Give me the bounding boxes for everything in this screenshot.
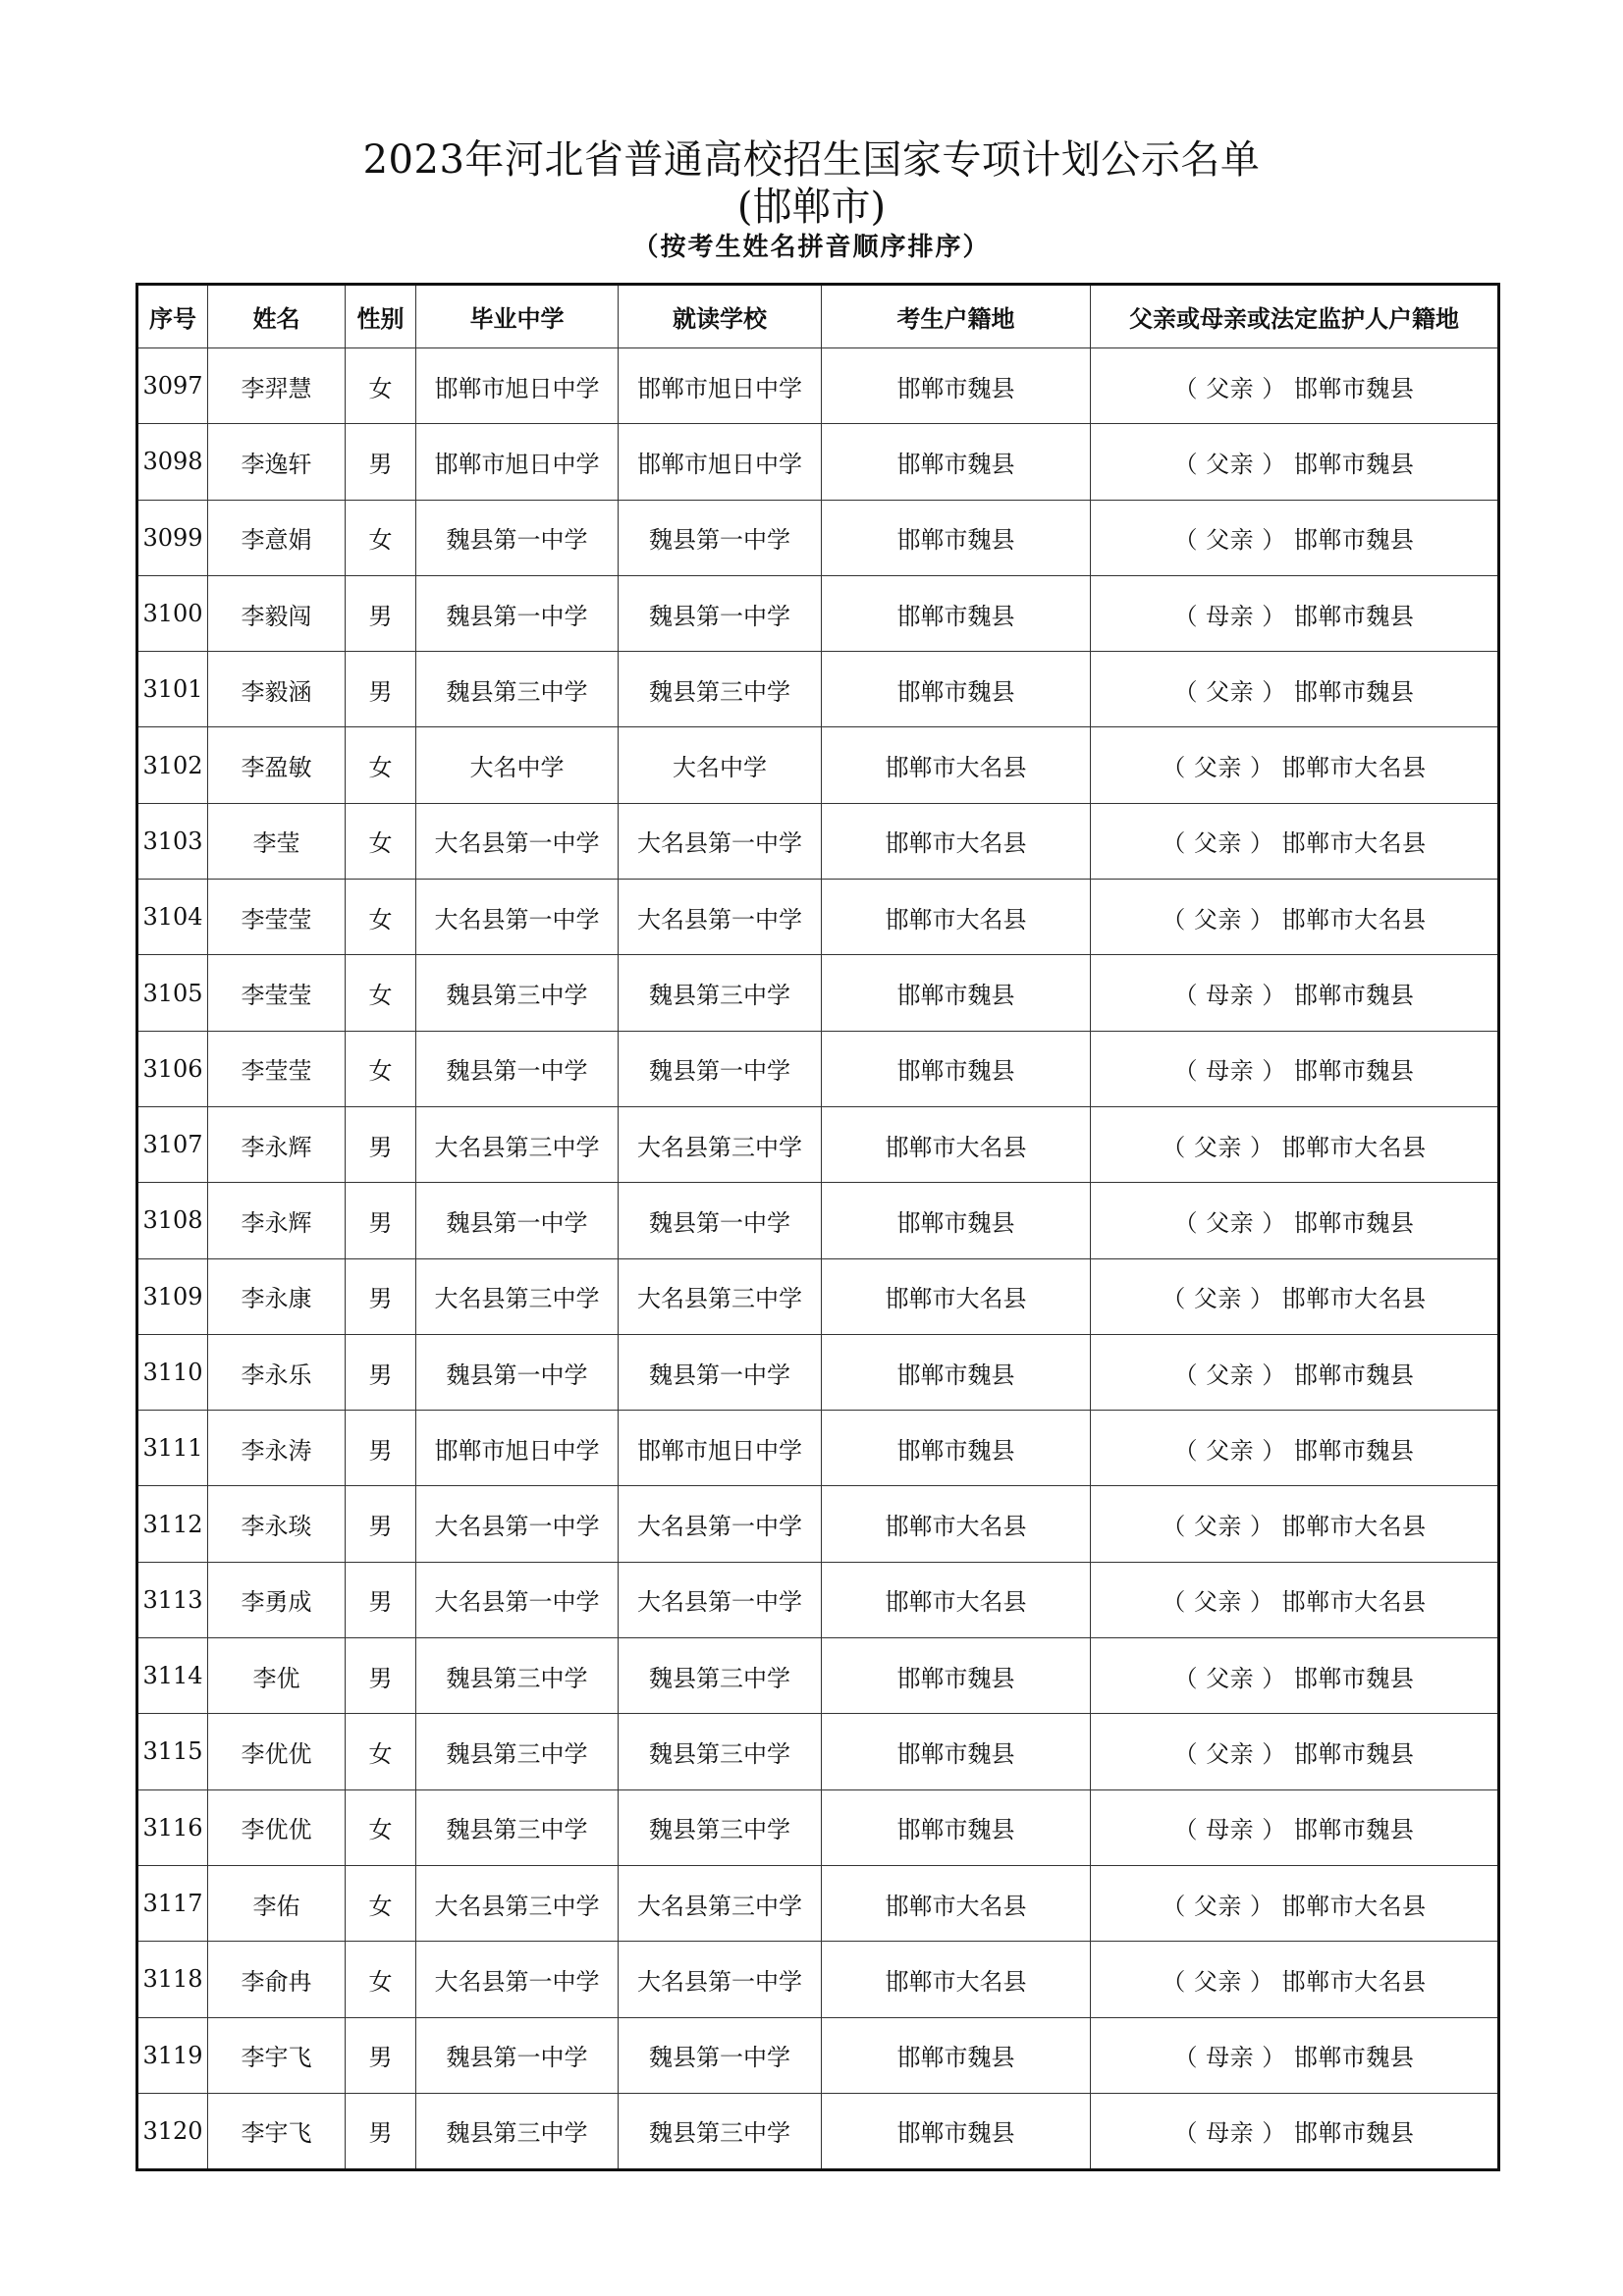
cell-name: 李盈敏 — [208, 727, 346, 803]
cell-name: 李莹 — [208, 803, 346, 879]
table-row — [137, 500, 1499, 575]
table-row — [137, 1865, 1499, 1941]
cell-name: 李宇飞 — [208, 2093, 346, 2169]
cell-current-school: 魏县第三中学 — [619, 652, 822, 727]
cell-current-school: 魏县第一中学 — [619, 1031, 822, 1106]
cell-seq: 3120 — [137, 2093, 208, 2169]
table-row — [137, 1411, 1499, 1486]
cell-guardian: （ 父亲 ） 邯郸市魏县 — [1091, 1411, 1499, 1486]
cell-current-school: 邯郸市旭日中学 — [619, 348, 822, 424]
cell-current-school: 魏县第三中学 — [619, 1714, 822, 1789]
cell-current-school: 魏县第一中学 — [619, 500, 822, 575]
cell-name: 李俞冉 — [208, 1942, 346, 2017]
cell-guardian: （ 父亲 ） 邯郸市魏县 — [1091, 500, 1499, 575]
cell-residence: 邯郸市魏县 — [822, 2017, 1091, 2093]
cell-guardian: （ 父亲 ） 邯郸市大名县 — [1091, 1106, 1499, 1182]
table-row — [137, 1258, 1499, 1334]
cell-name: 李意娟 — [208, 500, 346, 575]
cell-gender: 男 — [346, 2093, 416, 2169]
cell-seq: 3103 — [137, 803, 208, 879]
cell-name: 李永乐 — [208, 1334, 346, 1410]
cell-grad-school: 魏县第三中学 — [416, 652, 619, 727]
cell-guardian: （ 父亲 ） 邯郸市大名县 — [1091, 1865, 1499, 1941]
cell-residence: 邯郸市魏县 — [822, 2093, 1091, 2169]
cell-name: 李毅涵 — [208, 652, 346, 727]
cell-grad-school: 魏县第一中学 — [416, 575, 619, 651]
cell-seq: 3111 — [137, 1411, 208, 1486]
cell-guardian: （ 父亲 ） 邯郸市大名县 — [1091, 803, 1499, 879]
cell-gender: 男 — [346, 424, 416, 500]
table-row — [137, 803, 1499, 879]
cell-name: 李优 — [208, 1638, 346, 1714]
cell-name: 李莹莹 — [208, 955, 346, 1031]
cell-current-school: 邯郸市旭日中学 — [619, 1411, 822, 1486]
column-header-current-school: 就读学校 — [619, 285, 822, 348]
table-body — [137, 348, 1499, 2170]
cell-residence: 邯郸市大名县 — [822, 1258, 1091, 1334]
cell-gender: 男 — [346, 1638, 416, 1714]
cell-residence: 邯郸市大名县 — [822, 1106, 1091, 1182]
document-title: 2023年河北省普通高校招生国家专项计划公示名单 — [362, 137, 1261, 183]
cell-seq: 3097 — [137, 348, 208, 424]
cell-residence: 邯郸市大名县 — [822, 1942, 1091, 2017]
cell-guardian: （ 父亲 ） 邯郸市魏县 — [1091, 1714, 1499, 1789]
cell-current-school: 大名县第一中学 — [619, 803, 822, 879]
cell-residence: 邯郸市大名县 — [822, 1486, 1091, 1562]
cell-grad-school: 大名县第一中学 — [416, 1486, 619, 1562]
cell-residence: 邯郸市大名县 — [822, 803, 1091, 879]
table-row — [137, 1106, 1499, 1182]
cell-name: 李逸轩 — [208, 424, 346, 500]
cell-seq: 3109 — [137, 1258, 208, 1334]
cell-seq: 3110 — [137, 1334, 208, 1410]
cell-residence: 邯郸市大名县 — [822, 727, 1091, 803]
cell-name: 李永康 — [208, 1258, 346, 1334]
cell-grad-school: 邯郸市旭日中学 — [416, 424, 619, 500]
cell-gender: 男 — [346, 1334, 416, 1410]
cell-guardian: （ 母亲 ） 邯郸市魏县 — [1091, 1789, 1499, 1865]
cell-grad-school: 魏县第一中学 — [416, 500, 619, 575]
cell-seq: 3117 — [137, 1865, 208, 1941]
cell-residence: 邯郸市大名县 — [822, 880, 1091, 955]
cell-seq: 3113 — [137, 1562, 208, 1637]
cell-gender: 女 — [346, 727, 416, 803]
cell-grad-school: 魏县第一中学 — [416, 1334, 619, 1410]
table-row — [137, 1031, 1499, 1106]
cell-seq: 3098 — [137, 424, 208, 500]
cell-gender: 男 — [346, 1106, 416, 1182]
cell-name: 李永辉 — [208, 1106, 346, 1182]
table-row — [137, 2017, 1499, 2093]
cell-current-school: 大名县第一中学 — [619, 1486, 822, 1562]
cell-current-school: 邯郸市旭日中学 — [619, 424, 822, 500]
cell-residence: 邯郸市魏县 — [822, 1411, 1091, 1486]
cell-guardian: （ 父亲 ） 邯郸市魏县 — [1091, 1638, 1499, 1714]
cell-grad-school: 大名县第一中学 — [416, 1562, 619, 1637]
cell-current-school: 大名中学 — [619, 727, 822, 803]
cell-name: 李莹莹 — [208, 880, 346, 955]
cell-current-school: 魏县第一中学 — [619, 2017, 822, 2093]
cell-gender: 男 — [346, 1411, 416, 1486]
cell-guardian: （ 父亲 ） 邯郸市魏县 — [1091, 348, 1499, 424]
cell-name: 李永辉 — [208, 1183, 346, 1258]
cell-guardian: （ 父亲 ） 邯郸市大名县 — [1091, 1258, 1499, 1334]
cell-grad-school: 魏县第三中学 — [416, 1638, 619, 1714]
cell-gender: 女 — [346, 1942, 416, 2017]
cell-grad-school: 魏县第三中学 — [416, 1789, 619, 1865]
cell-current-school: 魏县第三中学 — [619, 955, 822, 1031]
cell-gender: 女 — [346, 348, 416, 424]
cell-residence: 邯郸市魏县 — [822, 1031, 1091, 1106]
cell-current-school: 魏县第一中学 — [619, 1334, 822, 1410]
cell-current-school: 大名县第一中学 — [619, 880, 822, 955]
cell-gender: 女 — [346, 1714, 416, 1789]
cell-seq: 3118 — [137, 1942, 208, 2017]
cell-guardian: （ 父亲 ） 邯郸市魏县 — [1091, 652, 1499, 727]
cell-guardian: （ 父亲 ） 邯郸市魏县 — [1091, 1334, 1499, 1410]
table-row — [137, 1562, 1499, 1637]
table-row — [137, 727, 1499, 803]
column-header-gender: 性别 — [346, 285, 416, 348]
table-row — [137, 1714, 1499, 1789]
cell-name: 李佑 — [208, 1865, 346, 1941]
cell-seq: 3115 — [137, 1714, 208, 1789]
cell-gender: 女 — [346, 803, 416, 879]
cell-seq: 3099 — [137, 500, 208, 575]
cell-name: 李羿慧 — [208, 348, 346, 424]
cell-residence: 邯郸市魏县 — [822, 1638, 1091, 1714]
cell-seq: 3106 — [137, 1031, 208, 1106]
cell-grad-school: 邯郸市旭日中学 — [416, 1411, 619, 1486]
cell-gender: 男 — [346, 1183, 416, 1258]
cell-gender: 男 — [346, 1562, 416, 1637]
cell-residence: 邯郸市魏县 — [822, 1714, 1091, 1789]
cell-name: 李优优 — [208, 1714, 346, 1789]
cell-seq: 3119 — [137, 2017, 208, 2093]
cell-residence: 邯郸市魏县 — [822, 424, 1091, 500]
table-row — [137, 575, 1499, 651]
cell-name: 李宇飞 — [208, 2017, 346, 2093]
cell-current-school: 大名县第三中学 — [619, 1258, 822, 1334]
cell-seq: 3101 — [137, 652, 208, 727]
cell-grad-school: 大名县第一中学 — [416, 1942, 619, 2017]
cell-name: 李莹莹 — [208, 1031, 346, 1106]
cell-seq: 3112 — [137, 1486, 208, 1562]
cell-current-school: 魏县第一中学 — [619, 575, 822, 651]
table-row — [137, 1789, 1499, 1865]
cell-gender: 女 — [346, 880, 416, 955]
cell-grad-school: 魏县第一中学 — [416, 2017, 619, 2093]
cell-gender: 男 — [346, 652, 416, 727]
cell-residence: 邯郸市魏县 — [822, 652, 1091, 727]
cell-guardian: （ 母亲 ） 邯郸市魏县 — [1091, 1031, 1499, 1106]
cell-name: 李优优 — [208, 1789, 346, 1865]
table-row — [137, 424, 1499, 500]
column-header-seq: 序号 — [137, 285, 208, 348]
cell-guardian: （ 父亲 ） 邯郸市魏县 — [1091, 1183, 1499, 1258]
cell-current-school: 魏县第三中学 — [619, 1789, 822, 1865]
cell-grad-school: 大名中学 — [416, 727, 619, 803]
cell-current-school: 大名县第三中学 — [619, 1106, 822, 1182]
cell-guardian: （ 父亲 ） 邯郸市大名县 — [1091, 1486, 1499, 1562]
cell-gender: 男 — [346, 1258, 416, 1334]
cell-residence: 邯郸市魏县 — [822, 500, 1091, 575]
cell-residence: 邯郸市魏县 — [822, 1334, 1091, 1410]
cell-current-school: 大名县第一中学 — [619, 1562, 822, 1637]
column-header-residence: 考生户籍地 — [822, 285, 1091, 348]
table-row — [137, 2093, 1499, 2169]
table-header-row — [137, 285, 1499, 348]
cell-guardian: （ 父亲 ） 邯郸市大名县 — [1091, 880, 1499, 955]
cell-residence: 邯郸市魏县 — [822, 1789, 1091, 1865]
table-row — [137, 1486, 1499, 1562]
cell-seq: 3104 — [137, 880, 208, 955]
cell-gender: 男 — [346, 2017, 416, 2093]
cell-name: 李永涛 — [208, 1411, 346, 1486]
table-row — [137, 1638, 1499, 1714]
cell-guardian: （ 母亲 ） 邯郸市魏县 — [1091, 2093, 1499, 2169]
cell-guardian: （ 父亲 ） 邯郸市大名县 — [1091, 727, 1499, 803]
cell-grad-school: 魏县第一中学 — [416, 1183, 619, 1258]
cell-residence: 邯郸市魏县 — [822, 1183, 1091, 1258]
cell-residence: 邯郸市魏县 — [822, 348, 1091, 424]
column-header-guardian: 父亲或母亲或法定监护人户籍地 — [1091, 285, 1499, 348]
table-row — [137, 652, 1499, 727]
cell-grad-school: 魏县第三中学 — [416, 2093, 619, 2169]
cell-grad-school: 魏县第三中学 — [416, 1714, 619, 1789]
cell-gender: 女 — [346, 1865, 416, 1941]
cell-guardian: （ 母亲 ） 邯郸市魏县 — [1091, 2017, 1499, 2093]
table-row — [137, 955, 1499, 1031]
sort-note: （按考生姓名拼音顺序排序） — [632, 233, 991, 262]
cell-seq: 3102 — [137, 727, 208, 803]
cell-current-school: 魏县第三中学 — [619, 2093, 822, 2169]
cell-guardian: （ 母亲 ） 邯郸市魏县 — [1091, 955, 1499, 1031]
cell-guardian: （ 母亲 ） 邯郸市魏县 — [1091, 575, 1499, 651]
cell-gender: 男 — [346, 1486, 416, 1562]
table-row — [137, 1942, 1499, 2017]
cell-residence: 邯郸市魏县 — [822, 955, 1091, 1031]
cell-grad-school: 大名县第三中学 — [416, 1865, 619, 1941]
cell-guardian: （ 父亲 ） 邯郸市大名县 — [1091, 1942, 1499, 2017]
cell-grad-school: 大名县第三中学 — [416, 1106, 619, 1182]
cell-gender: 女 — [346, 955, 416, 1031]
cell-grad-school: 魏县第三中学 — [416, 955, 619, 1031]
cell-seq: 3105 — [137, 955, 208, 1031]
roster-table — [135, 283, 1500, 2171]
cell-seq: 3116 — [137, 1789, 208, 1865]
cell-gender: 女 — [346, 500, 416, 575]
cell-grad-school: 魏县第一中学 — [416, 1031, 619, 1106]
cell-current-school: 魏县第一中学 — [619, 1183, 822, 1258]
cell-name: 李勇成 — [208, 1562, 346, 1637]
column-header-grad-school: 毕业中学 — [416, 285, 619, 348]
cell-residence: 邯郸市大名县 — [822, 1562, 1091, 1637]
cell-grad-school: 邯郸市旭日中学 — [416, 348, 619, 424]
cell-current-school: 魏县第三中学 — [619, 1638, 822, 1714]
cell-gender: 男 — [346, 575, 416, 651]
cell-current-school: 大名县第三中学 — [619, 1865, 822, 1941]
cell-name: 李毅闯 — [208, 575, 346, 651]
column-header-name: 姓名 — [208, 285, 346, 348]
cell-guardian: （ 父亲 ） 邯郸市魏县 — [1091, 424, 1499, 500]
cell-grad-school: 大名县第一中学 — [416, 880, 619, 955]
cell-seq: 3108 — [137, 1183, 208, 1258]
cell-residence: 邯郸市大名县 — [822, 1865, 1091, 1941]
document-subtitle: (邯郸市) — [736, 185, 887, 230]
cell-seq: 3100 — [137, 575, 208, 651]
cell-guardian: （ 父亲 ） 邯郸市大名县 — [1091, 1562, 1499, 1637]
cell-seq: 3107 — [137, 1106, 208, 1182]
cell-seq: 3114 — [137, 1638, 208, 1714]
cell-grad-school: 大名县第一中学 — [416, 803, 619, 879]
table-row — [137, 348, 1499, 424]
table-row — [137, 1183, 1499, 1258]
cell-name: 李永琰 — [208, 1486, 346, 1562]
cell-grad-school: 大名县第三中学 — [416, 1258, 619, 1334]
cell-current-school: 大名县第一中学 — [619, 1942, 822, 2017]
table-row — [137, 1334, 1499, 1410]
cell-gender: 女 — [346, 1031, 416, 1106]
table-row — [137, 880, 1499, 955]
cell-gender: 女 — [346, 1789, 416, 1865]
cell-residence: 邯郸市魏县 — [822, 575, 1091, 651]
